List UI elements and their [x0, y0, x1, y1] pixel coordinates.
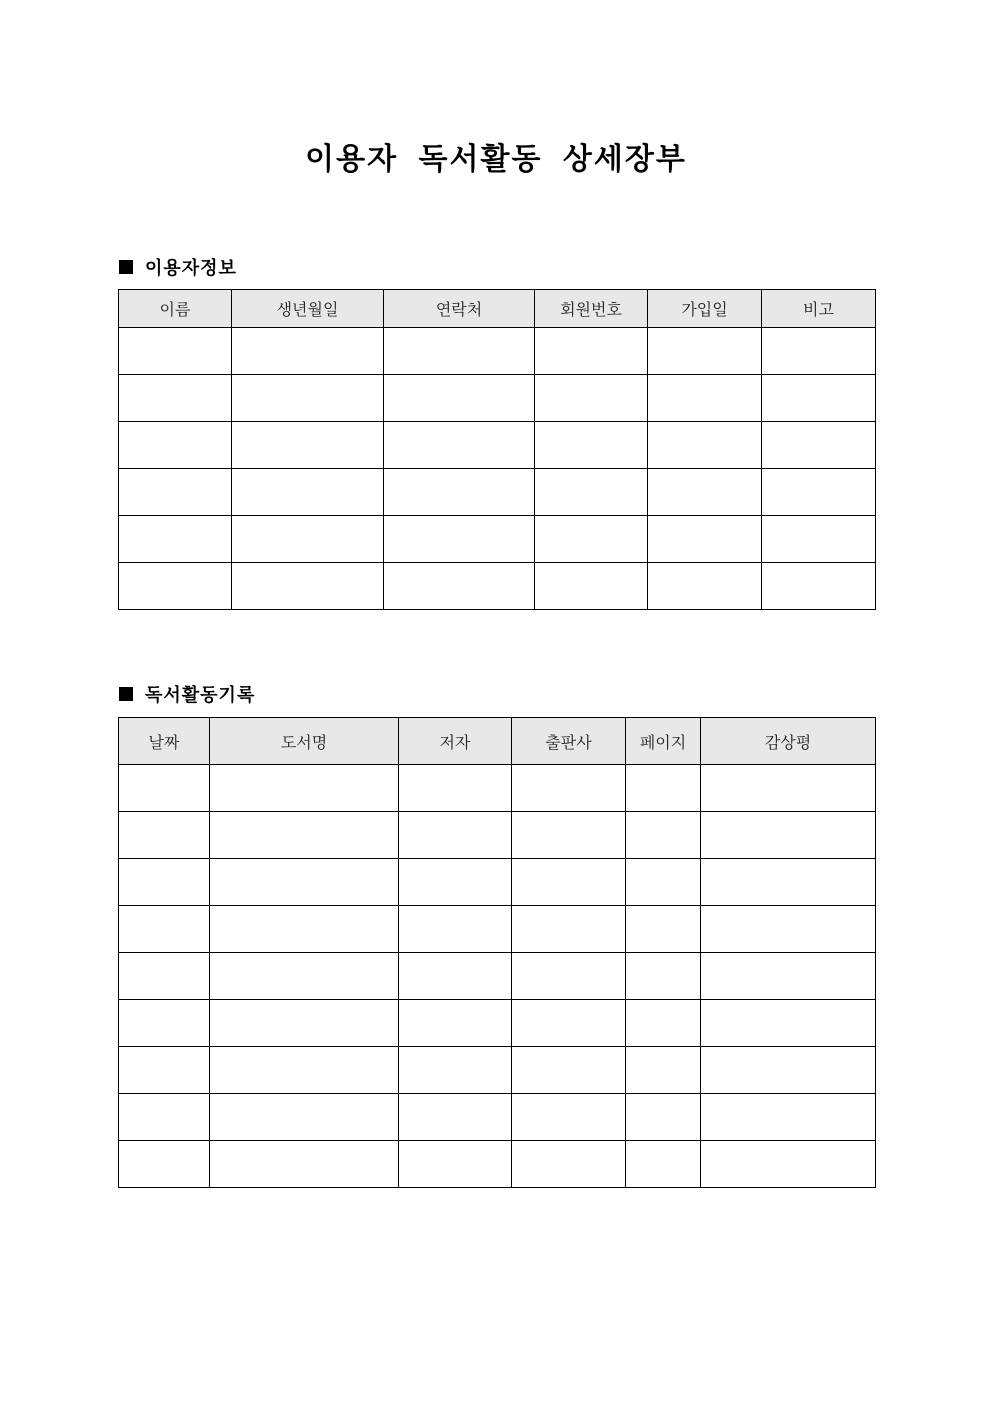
table-row	[119, 469, 876, 516]
table-cell[interactable]	[762, 375, 876, 422]
table-cell[interactable]	[399, 765, 512, 812]
table-header-row	[119, 718, 876, 765]
table-row	[119, 563, 876, 610]
table-row	[119, 375, 876, 422]
table-row	[119, 328, 876, 375]
table-cell[interactable]	[399, 1000, 512, 1047]
table-cell[interactable]	[119, 1094, 210, 1141]
table-cell[interactable]	[119, 516, 232, 563]
table-cell[interactable]	[512, 1000, 626, 1047]
table-cell[interactable]	[384, 563, 535, 610]
column-header-pages: 페이지	[626, 718, 701, 765]
table-cell[interactable]	[210, 765, 399, 812]
table-cell[interactable]	[701, 1094, 876, 1141]
table-row	[119, 812, 876, 859]
table-row	[119, 1047, 876, 1094]
table-cell[interactable]	[648, 328, 762, 375]
table-cell[interactable]	[119, 859, 210, 906]
table-cell[interactable]	[119, 765, 210, 812]
table-cell[interactable]	[701, 1141, 876, 1188]
column-header-contact: 연락처	[384, 290, 535, 328]
table-cell[interactable]	[119, 469, 232, 516]
table-row	[119, 953, 876, 1000]
table-cell[interactable]	[210, 906, 399, 953]
table-cell[interactable]	[648, 563, 762, 610]
user-info-table	[118, 289, 876, 610]
table-cell[interactable]	[701, 1047, 876, 1094]
table-cell[interactable]	[232, 563, 384, 610]
square-bullet-icon	[119, 260, 133, 274]
table-cell[interactable]	[384, 516, 535, 563]
table-cell[interactable]	[762, 328, 876, 375]
table-cell[interactable]	[626, 1047, 701, 1094]
section-heading-reading-log	[119, 681, 255, 707]
column-header-author: 저자	[399, 718, 512, 765]
page-title: 이용자 독서활동 상세장부	[305, 142, 687, 177]
table-cell[interactable]	[626, 859, 701, 906]
reading-log-table	[118, 717, 876, 1188]
table-cell[interactable]	[512, 812, 626, 859]
table-cell[interactable]	[648, 469, 762, 516]
table-row	[119, 516, 876, 563]
table-cell[interactable]	[232, 469, 384, 516]
table-row	[119, 1094, 876, 1141]
table-cell[interactable]	[232, 422, 384, 469]
table-cell[interactable]	[512, 953, 626, 1000]
column-header-member-number: 회원번호	[535, 290, 648, 328]
table-cell[interactable]	[626, 1000, 701, 1047]
table-cell[interactable]	[535, 563, 648, 610]
table-cell[interactable]	[535, 422, 648, 469]
table-cell[interactable]	[399, 1047, 512, 1094]
table-cell[interactable]	[701, 1000, 876, 1047]
section-heading-label: 이용자정보	[145, 258, 237, 279]
table-cell[interactable]	[701, 953, 876, 1000]
table-cell[interactable]	[210, 1094, 399, 1141]
column-header-publisher: 출판사	[512, 718, 626, 765]
table-cell[interactable]	[210, 812, 399, 859]
table-cell[interactable]	[210, 1000, 399, 1047]
table-cell[interactable]	[119, 812, 210, 859]
table-cell[interactable]	[399, 859, 512, 906]
table-cell[interactable]	[626, 953, 701, 1000]
table-cell[interactable]	[384, 328, 535, 375]
table-cell[interactable]	[399, 812, 512, 859]
table-cell[interactable]	[762, 563, 876, 610]
table-cell[interactable]	[626, 906, 701, 953]
table-cell[interactable]	[626, 812, 701, 859]
table-cell[interactable]	[626, 765, 701, 812]
table-row	[119, 422, 876, 469]
table-row	[119, 1000, 876, 1047]
table-cell[interactable]	[535, 328, 648, 375]
table-cell[interactable]	[384, 469, 535, 516]
column-header-review: 감상평	[701, 718, 876, 765]
column-header-birthdate: 생년월일	[232, 290, 384, 328]
column-header-notes: 비고	[762, 290, 876, 328]
section-heading-user-info	[119, 254, 237, 280]
table-cell[interactable]	[119, 375, 232, 422]
table-row	[119, 906, 876, 953]
section-heading-label: 독서활동기록	[145, 685, 256, 706]
column-header-book-title: 도서명	[210, 718, 399, 765]
table-cell[interactable]	[512, 859, 626, 906]
table-cell[interactable]	[210, 953, 399, 1000]
table-cell[interactable]	[119, 1000, 210, 1047]
table-cell[interactable]	[701, 859, 876, 906]
table-cell[interactable]	[512, 906, 626, 953]
table-cell[interactable]	[399, 953, 512, 1000]
table-header-row	[119, 290, 876, 328]
table-row	[119, 859, 876, 906]
table-cell[interactable]	[762, 422, 876, 469]
table-cell[interactable]	[512, 1141, 626, 1188]
table-cell[interactable]	[512, 1094, 626, 1141]
table-row	[119, 765, 876, 812]
table-cell[interactable]	[232, 516, 384, 563]
table-cell[interactable]	[512, 1047, 626, 1094]
table-cell[interactable]	[119, 328, 232, 375]
table-cell[interactable]	[232, 375, 384, 422]
table-cell[interactable]	[762, 469, 876, 516]
table-cell[interactable]	[626, 1094, 701, 1141]
table-cell[interactable]	[535, 375, 648, 422]
table-cell[interactable]	[210, 859, 399, 906]
table-cell[interactable]	[119, 953, 210, 1000]
table-cell[interactable]	[399, 1141, 512, 1188]
table-cell[interactable]	[701, 812, 876, 859]
table-cell[interactable]	[119, 1047, 210, 1094]
table-cell[interactable]	[384, 422, 535, 469]
column-header-join-date: 가입일	[648, 290, 762, 328]
table-cell[interactable]	[399, 906, 512, 953]
table-cell[interactable]	[535, 469, 648, 516]
table-cell[interactable]	[535, 516, 648, 563]
table-cell[interactable]	[210, 1047, 399, 1094]
table-cell[interactable]	[119, 422, 232, 469]
table-cell[interactable]	[119, 906, 210, 953]
table-cell[interactable]	[512, 765, 626, 812]
column-header-name: 이름	[119, 290, 232, 328]
table-cell[interactable]	[210, 1141, 399, 1188]
table-cell[interactable]	[701, 906, 876, 953]
table-row	[119, 1141, 876, 1188]
square-bullet-icon	[119, 687, 133, 701]
table-cell[interactable]	[648, 422, 762, 469]
table-cell[interactable]	[626, 1141, 701, 1188]
table-cell[interactable]	[384, 375, 535, 422]
table-cell[interactable]	[648, 516, 762, 563]
table-cell[interactable]	[648, 375, 762, 422]
table-cell[interactable]	[701, 765, 876, 812]
table-cell[interactable]	[119, 563, 232, 610]
table-cell[interactable]	[762, 516, 876, 563]
table-cell[interactable]	[399, 1094, 512, 1141]
column-header-date: 날짜	[119, 718, 210, 765]
table-cell[interactable]	[232, 328, 384, 375]
table-cell[interactable]	[119, 1141, 210, 1188]
